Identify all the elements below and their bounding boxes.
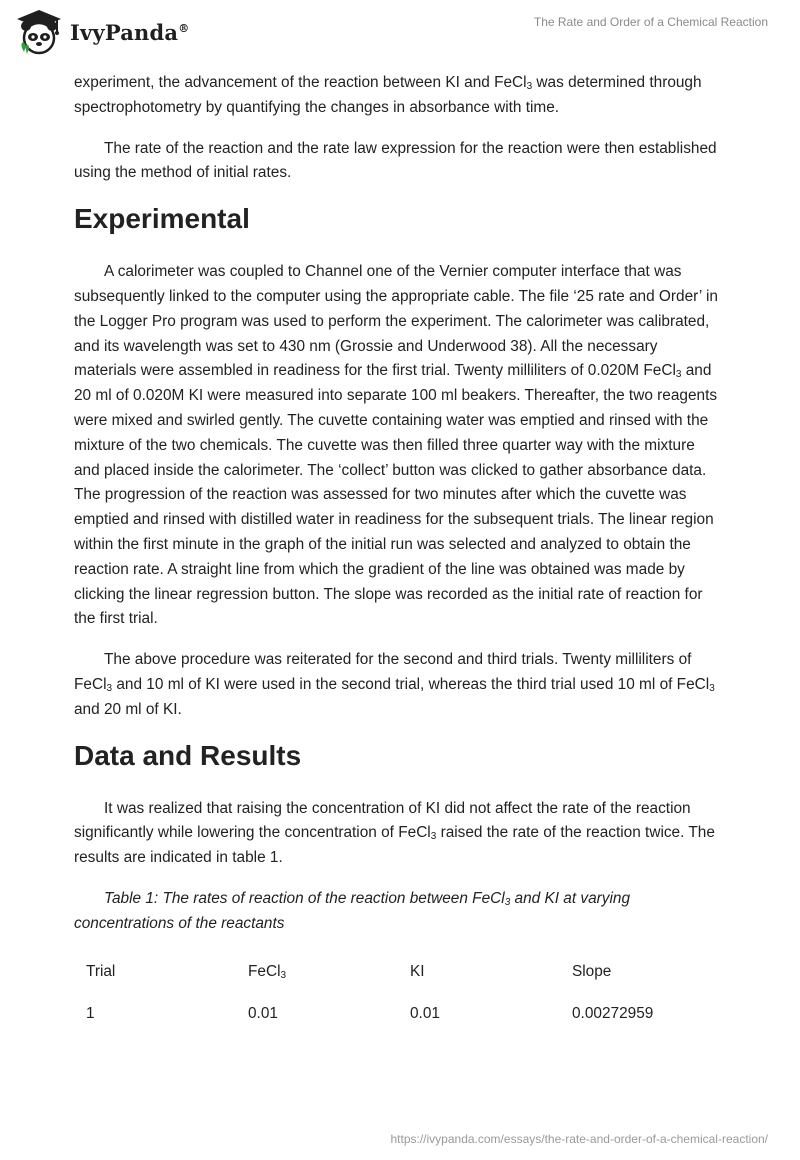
results-table — [74, 951, 724, 1035]
document-title: The Rate and Order of a Chemical Reaction — [533, 15, 768, 29]
table-row — [74, 993, 724, 1035]
logo-text: IvyPanda® — [70, 19, 190, 45]
source-url-link[interactable]: https://ivypanda.com/essays/the-rate-and-order-of-a-chemical-reaction/ — [390, 1132, 768, 1146]
cell-trial: 1 — [86, 1004, 95, 1022]
table-header-row — [74, 951, 724, 993]
cell-fecl3: 0.01 — [248, 1004, 278, 1022]
header-ki: KI — [410, 962, 425, 980]
paragraph-method: The rate of the reaction and the rate law expression for the reaction were then established using the method of initial rates. — [74, 139, 717, 182]
paragraph-procedure: A calorimeter was coupled to Channel one of the Vernier computer interface that was subsequently linked to the computer using the appropriate cable. The file ‘25 rate and Order’ in the Logger Pro program was used to perform the experiment. The calorimeter was calibrated, and its wavelength was set to 430 nm (Grossie and Underwood 38). All the necessary materials were assembled in readiness for the first trial. Twenty milliliters of 0.020M FeCl$_3$ and 20 ml of 0.020M KI were measured into separate 100 ml beakers. Thereafter, the two reagents were mixed and swirled gently. The cuvette containing water was emptied and rinsed with the mixture of the two chemicals. The cuvette was then filled three quarter way with the mixture and placed inside the calorimeter. The ‘collect’ button was clicked to gather absorbance data. The progression of the reaction was assessed for two minutes after which the cuvette was emptied and rinsed with distilled water in readiness for the subsequent trials. The linear region within the first minute in the graph of the initial run was selected and analyzed to obtain the reaction rate. A straight line from which the gradient of the line was obtained was made by clicking the linear regression button. The slope was recorded as the initial rate of reaction for the first trial. — [74, 263, 718, 628]
heading-data-and-results: Data and Results — [74, 739, 302, 771]
cell-slope: 0.00272959 — [572, 1004, 654, 1022]
heading-experimental: Experimental — [74, 203, 250, 235]
header-slope: Slope — [572, 962, 612, 980]
header-fecl3: FeCl$_3$ — [248, 962, 287, 981]
paragraph-trials: The above procedure was reiterated for the second and third trials. Twenty milliliters of FeCl$_3$ and 10 ml of KI were used in the second trial, whereas the third trial used 10 ml of FeCl$_3$ and 20 ml of KI. — [74, 651, 715, 718]
header-trial: Trial — [86, 962, 116, 980]
paragraph-intro-continued: experiment, the advancement of the reaction between KI and FeCl$_3$ was determined through spectrophotometry by quantifying the changes in absorbance with time. — [74, 74, 702, 116]
essay-content — [74, 71, 724, 1035]
ivypanda-logo[interactable] — [14, 8, 189, 56]
table-caption: Table 1: The rates of reaction of the reaction between FeCl$_3$ and KI at varying concentrations of the reactants — [74, 889, 631, 932]
cell-ki: 0.01 — [410, 1004, 440, 1022]
page-header — [0, 0, 800, 64]
paragraph-results: It was realized that raising the concentration of KI did not affect the rate of the reaction significantly while lowering the concentration of FeCl$_3$ raised the rate of the reaction twice. The results are indicated in table 1. — [74, 799, 715, 867]
panda-graduation-cap-icon — [14, 8, 64, 56]
